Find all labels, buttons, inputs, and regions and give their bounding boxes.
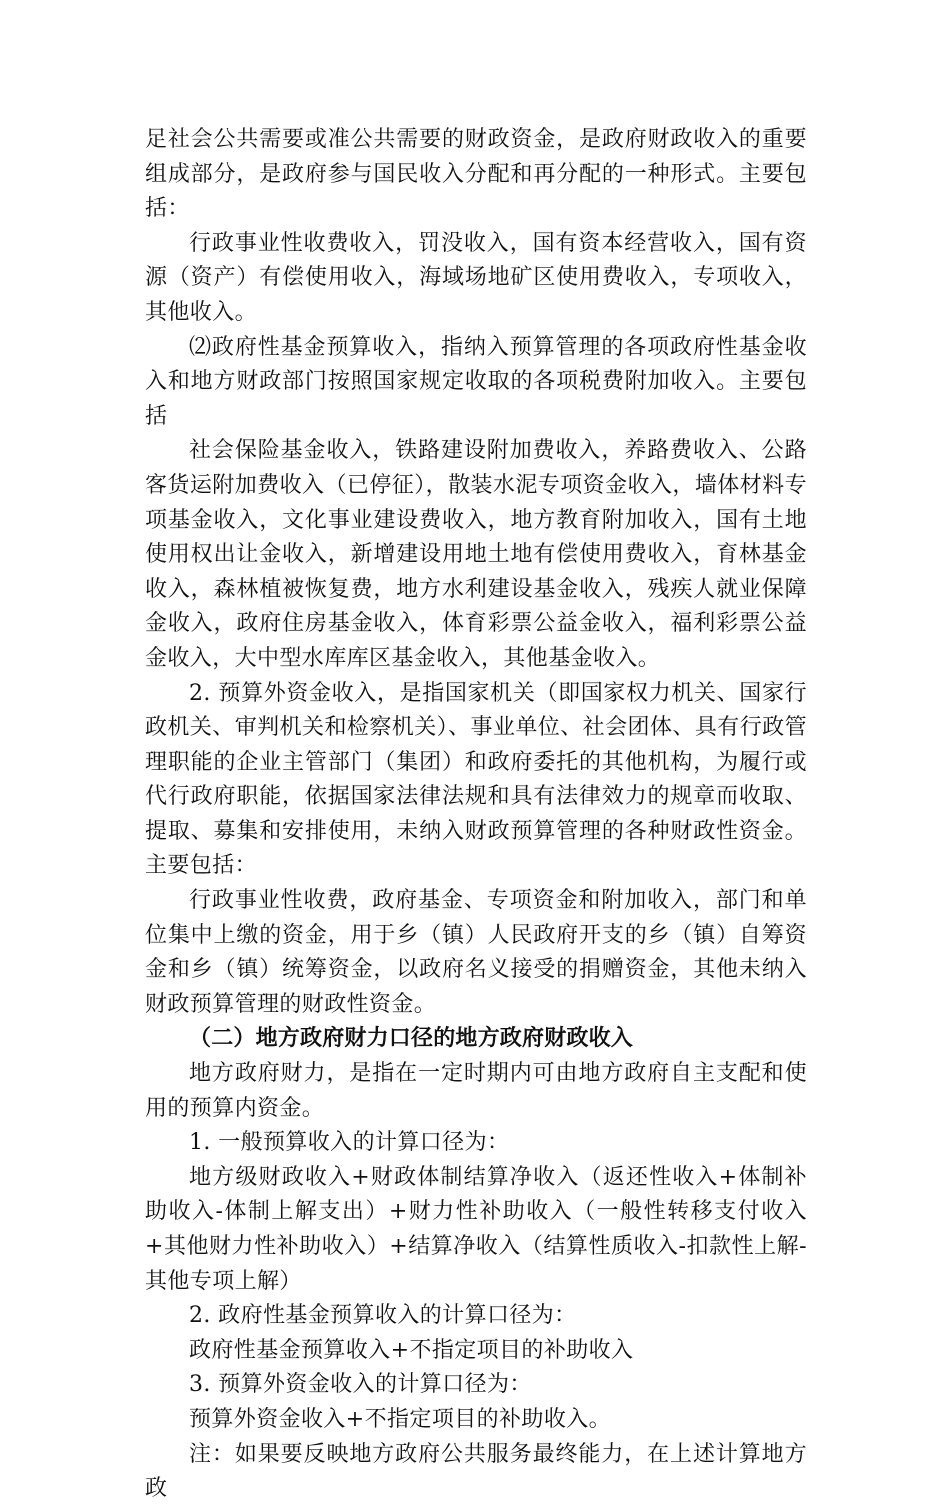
paragraph: 地方级财政收入+财政体制结算净收入（返还性收入+体制补助收入-体制上解支出）+财力性补助收入（一般性转移支付收入+其他财力性补助收入）+结算净收入（结算性质收入-扣款性上解-其他专项上解）	[145, 1164, 807, 1294]
paragraph: 行政事业性收费，政府基金、专项资金和附加收入，部门和单位集中上缴的资金，用于乡（镇）人民政府开支的乡（镇）自筹资金和乡（镇）统筹资金，以政府名义接受的捐赠资金，其他未纳入财政预算管理的财政性资金。	[145, 888, 807, 1017]
paragraph: 2. 预算外资金收入，是指国家机关（即国家权力机关、国家行政机关、审判机关和检察机关）、事业单位、社会团体、具有行政管理职能的企业主管部门（集团）和政府委托的其他机构，为履行或代行政府职能，依据国家法律法规和具有法律效力的规章而收取、提取、募集和安排使用，未纳入财政预算管理的各种财政性资金。主要包括：	[145, 680, 807, 879]
document-page	[145, 123, 807, 1507]
paragraph: 2. 政府性基金预算收入的计算口径为：	[189, 1303, 577, 1329]
section-heading: （二）地方政府财力口径的地方政府财政收入	[189, 1026, 634, 1052]
paragraph: 行政事业性收费收入，罚没收入，国有资本经营收入，国有资源（资产）有偿使用收入，海域场地矿区使用费收入，专项收入，其他收入。	[145, 230, 807, 325]
paragraph: 地方政府财力，是指在一定时期内可由地方政府自主支配和使用的预算内资金。	[145, 1061, 807, 1121]
paragraph: 社会保险基金收入，铁路建设附加费收入，养路费收入、公路客货运附加费收入（已停征），散装水泥专项资金收入，墙体材料专项基金收入，文化事业建设费收入，地方教育附加收入，国有土地使用权出让金收入，新增建设用地土地有偿使用费收入，育林基金收入，森林植被恢复费，地方水利建设基金收入，残疾人就业保障金收入，政府住房基金收入，体育彩票公益金收入，福利彩票公益金收入，大中型水库库区基金收入，其他基金收入。	[145, 438, 807, 671]
paragraph: 1. 一般预算收入的计算口径为：	[189, 1130, 510, 1156]
paragraph: 预算外资金收入+不指定项目的补助收入。	[189, 1406, 612, 1432]
paragraph: 政府性基金预算收入+不指定项目的补助收入	[189, 1337, 634, 1363]
paragraph: ⑵政府性基金预算收入，指纳入预算管理的各项政府性基金收入和地方财政部门按照国家规定收取的各项税费附加收入。主要包括	[145, 334, 807, 429]
paragraph: 3. 预算外资金收入的计算口径为：	[189, 1372, 532, 1398]
paragraph: 注：如果要反映地方政府公共服务最终能力，在上述计算地方政	[145, 1441, 807, 1502]
paragraph: 足社会公共需要或准公共需要的财政资金，是政府财政收入的重要组成部分，是政府参与国民收入分配和再分配的一种形式。主要包括：	[145, 127, 807, 222]
